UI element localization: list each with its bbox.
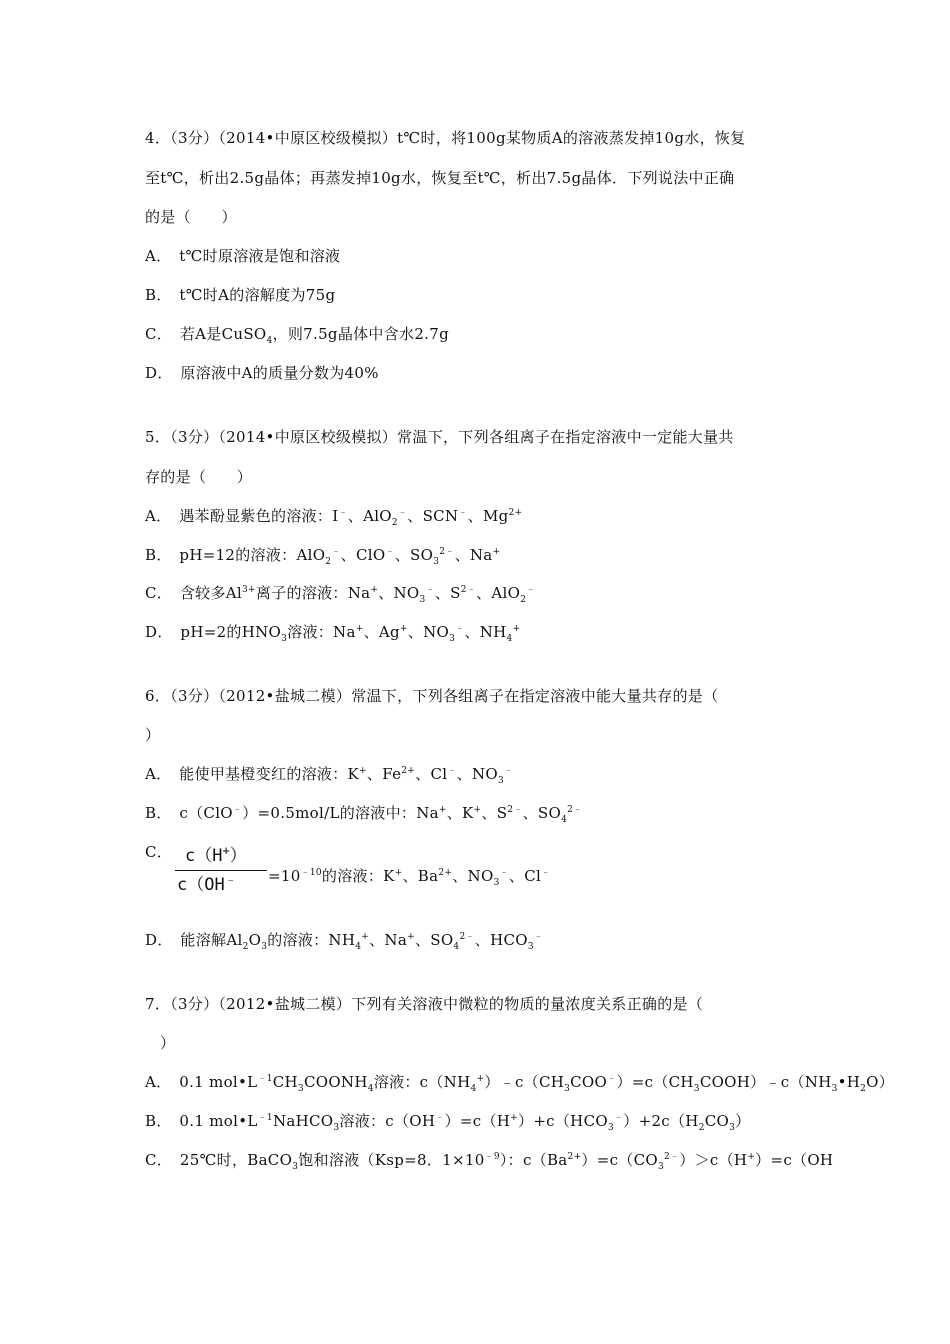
q5-option-b: B． pH=12的溶液：AlO$_2$﹣、ClO﹣、$SO_3^{2﹣}$、Na+ xyxy=(145,546,501,567)
q7-option-b: B． 0.1 $mol•L^{﹣1}NaHCO_3$溶液：$c(OH^﹣)=c(H^+)+c(HCO_3^﹣)+2c(H_2CO_3)$ xyxy=(145,1112,751,1133)
q4-stem-line-2: 至t℃，析出2.5g晶体；再蒸发掉10g水，恢复至t℃，析出7.5g晶体．下列说法中正确 xyxy=(145,169,735,187)
q4-option-d: D． 原溶液中A的质量分数为40% xyxy=(145,364,379,382)
q6-option-c-text: $=10^{﹣10}$的溶液：K+、$Ba^{2+}$、$NO_3^﹣$、Cl﹣ xyxy=(268,867,551,888)
q4-option-a: A． t℃时原溶液是饱和溶液 xyxy=(145,247,341,265)
q6-option-b: B． c（ClO﹣）=0.5mol/L的溶液中：Na+、K+、$S^{2﹣}$、$SO_4^{2﹣}$ xyxy=(145,804,583,825)
q6-option-a: A． 能使甲基橙变红的溶液：K+、$Fe^{2+}$、Cl﹣、$NO_3^﹣$ xyxy=(145,765,514,786)
q5-option-c: C． 含较多$Al^{3+}$离子的溶液：Na+、$NO_3^﹣$、$S^{2﹣}$、AlO$_2$﹣ xyxy=(145,584,536,605)
fraction-denominator: c（OH﹣ xyxy=(177,872,237,895)
q5-stem-line-1: 5．（3分）（2014•中原区校级模拟）常温下，下列各组离子在指定溶液中一定能大量共 xyxy=(145,428,734,446)
q6-option-d: D． 能溶解$Al_2O_3$的溶液：$NH_4^+$、Na+、$SO_4^{2﹣}$、$HCO_3^﹣$ xyxy=(145,931,544,952)
q5-stem-line-2: 存的是（ ） xyxy=(145,468,253,486)
q6-stem-line-2: ） xyxy=(145,726,161,744)
fraction-bar xyxy=(175,870,267,871)
q6-option-c-label: C． xyxy=(145,843,173,861)
q5-option-d: D． pH=2的$HNO_3$溶液：Na+、Ag+、$NO_3^﹣$、$NH_4^+$ xyxy=(145,623,521,644)
q5-option-a: A． 遇苯酚显紫色的溶液：I﹣、AlO$_2$﹣、SCN﹣、$Mg^{2+}$ xyxy=(145,507,523,528)
q7-stem-line-1: 7．（3分）（2012•盐城二模）下列有关溶液中微粒的物质的量浓度关系正确的是（ xyxy=(145,995,704,1013)
q4-option-b: B． t℃时A的溶解度为75g xyxy=(145,286,336,304)
q6-stem-line-1: 6．（3分）（2012•盐城二模）常温下，下列各组离子在指定溶液中能大量共存的是（ xyxy=(145,687,719,705)
q4-stem-line-1: 4．（3分）（2014•中原区校级模拟）t℃时，将100g某物质A的溶液蒸发掉10g水，恢复 xyxy=(145,129,746,147)
fraction-numerator: c（H+） xyxy=(185,843,247,866)
q4-option-c: C． 若A是CuSO$_4$，则7.5g晶体中含水2.7g xyxy=(145,325,449,346)
q7-option-c: C． 25℃时，BaCO$_3$饱和溶液（Ksp=8．$1\times 10^{﹣9}$）：$c(Ba^{2+})=c(CO_3^{2﹣})>c(H^+)=c(OH$ xyxy=(145,1151,834,1172)
q7-option-a: A． 0.1 $mol•L^{﹣1}CH_3COONH_4$溶液：$c(NH_4^+)﹣c(CH_3COO^﹣)=c(CH_3COOH)﹣c(NH_3•H_2O)$ xyxy=(145,1073,895,1094)
q4-stem-line-3: 的是（ ） xyxy=(145,208,237,226)
q7-stem-line-2: ） xyxy=(160,1034,176,1052)
